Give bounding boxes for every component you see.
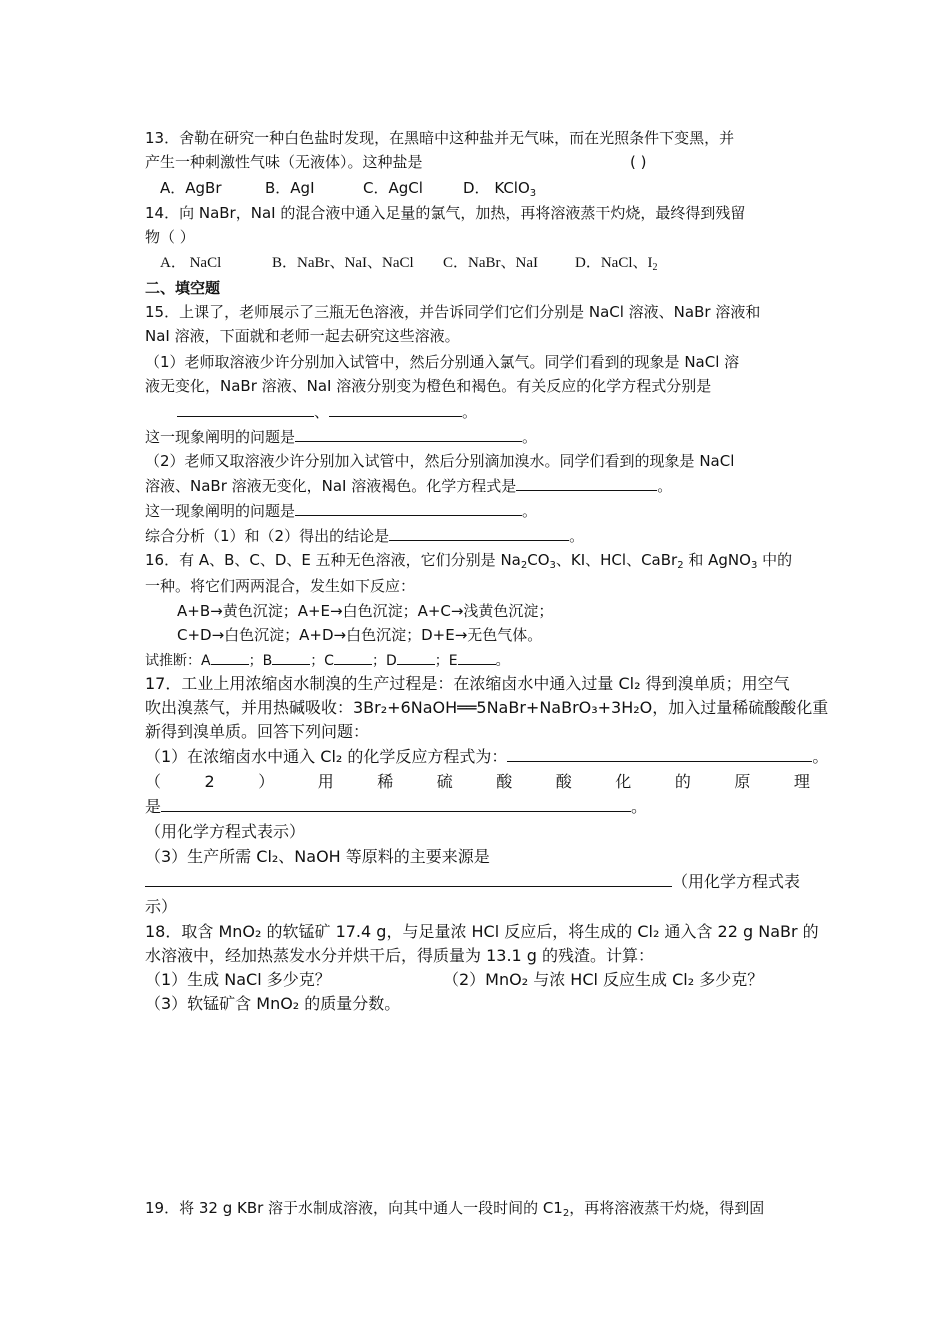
answer-blank[interactable] bbox=[389, 526, 569, 541]
q17-part3-note: 示） bbox=[145, 897, 178, 916]
q14-option-b: B．NaBr、NaI、NaCl bbox=[272, 255, 414, 271]
answer-blank[interactable] bbox=[272, 650, 310, 665]
q15-part1-blanks: 、 。 bbox=[177, 402, 477, 422]
q13-option-d: D． KClO$_3$ bbox=[463, 179, 537, 199]
q17-part3-answer: （用化学方程式表 bbox=[145, 872, 800, 892]
q15-part2-line1: （2）老师又取溶液少许分别加入试管中，然后分别滴加溴水。同学们看到的现象是 NaCl bbox=[145, 452, 735, 470]
answer-blank[interactable] bbox=[295, 501, 522, 516]
q17-part2-line2: 是 。 bbox=[145, 797, 648, 816]
answer-blank[interactable] bbox=[397, 650, 435, 665]
answer-blank[interactable] bbox=[161, 797, 631, 812]
q18-part1: （1）生成 NaCl 多少克？ bbox=[145, 970, 331, 989]
q16-line1: 16．有 A、B、C、D、E 五种无色溶液，它们分别是 $Na_2CO_3$、KI、HCl、CaBr$_2$ 和 AgNO$_3$ 中的 bbox=[145, 551, 793, 571]
q15-conclusion: 综合分析（1）和（2）得出的结论是 。 bbox=[145, 527, 585, 545]
q13-stem: 产生一种刺激性气味（无液体）。这种盐是 bbox=[145, 153, 423, 171]
q19-line1: 19．将 32 g KBr 溶于水制成溶液，向其中通人一段时间的 $C1_2$，再将溶液蒸干灼烧，得到固 bbox=[145, 1199, 765, 1219]
answer-blank[interactable] bbox=[145, 872, 672, 887]
q16-reactions-1: A+B→黄色沉淀；A+E→白色沉淀；A+C→浅黄色沉淀； bbox=[177, 602, 554, 620]
q13-option-a: A．AgBr bbox=[160, 179, 222, 197]
q18-line2: 水溶液中，经加热蒸发水分并烘干后，得质量为 13.1 g 的残渣。计算： bbox=[145, 946, 655, 965]
q15-part1-line1: （1）老师取溶液少许分别加入试管中，然后分别通入氯气。同学们看到的现象是 NaCl 溶 bbox=[145, 353, 740, 371]
q15-line2: NaI 溶液，下面就和老师一起去研究这些溶液。 bbox=[145, 327, 460, 345]
q15-part2-line2: 溶液、NaBr 溶液无变化，NaI 溶液褐色。化学方程式是 。 bbox=[145, 477, 673, 495]
answer-blank[interactable] bbox=[516, 476, 657, 491]
q14-options bbox=[160, 253, 658, 273]
answer-blank[interactable] bbox=[458, 650, 496, 665]
q14-line2: 物（ ） bbox=[145, 228, 195, 246]
q13-option-b: B．AgI bbox=[265, 179, 315, 197]
q16-reactions-2: C+D→白色沉淀；A+D→白色沉淀；D+E→无色气体。 bbox=[177, 626, 543, 644]
q13-line1: 13．舍勒在研究一种白色盐时发现，在黑暗中这种盐并无气味，而在光照条件下变黑，并 bbox=[145, 129, 735, 147]
section-title-fill-blank: 二、填空题 bbox=[145, 279, 221, 297]
q17-part3: （3）生产所需 Cl₂、NaOH 等原料的主要来源是 bbox=[145, 847, 490, 866]
q17-part2-line1: （ 2 ） 用 稀 硫 酸 酸 化 的 原 理 bbox=[145, 772, 810, 791]
q17-line2: 吹出溴蒸气，并用热碱吸收：3Br₂+6NaOH══5NaBr+NaBrO₃+3H₂O，加入过量稀硫酸酸化重 bbox=[145, 698, 829, 717]
q18-line1: 18．取含 MnO₂ 的软锰矿 17.4 g，与足量浓 HCl 反应后，将生成的 Cl₂ 通入含 22 g NaBr 的 bbox=[145, 922, 819, 941]
q13-option-c: C．AgCl bbox=[363, 179, 423, 197]
q14-option-a: A． NaCl bbox=[160, 255, 222, 271]
q18-part3: （3）软锰矿含 MnO₂ 的质量分数。 bbox=[145, 994, 401, 1013]
answer-blank[interactable] bbox=[329, 402, 462, 417]
answer-blank[interactable] bbox=[211, 650, 249, 665]
q17-part2-note: （用化学方程式表示） bbox=[145, 822, 306, 841]
answer-blank[interactable] bbox=[177, 402, 314, 417]
q17-line3: 新得到溴单质。回答下列问题： bbox=[145, 722, 370, 741]
q15-line1: 15．上课了，老师展示了三瓶无色溶液，并告诉同学们它们分别是 NaCl 溶液、NaBr 溶液和 bbox=[145, 303, 761, 321]
q16-line2: 一种。将它们两两混合，发生如下反应： bbox=[145, 577, 416, 595]
answer-blank[interactable] bbox=[295, 427, 522, 442]
q16-infer: 试推断：A ；B ；C ；D ；E 。 bbox=[145, 650, 510, 671]
q14-option-d: D．NaCl、$I_2$ bbox=[575, 255, 658, 273]
answer-blank[interactable] bbox=[334, 650, 372, 665]
q18-parts bbox=[145, 970, 764, 990]
q15-part1-reason: 这一现象阐明的问题是 。 bbox=[145, 428, 538, 446]
q13-line2 bbox=[145, 152, 647, 172]
q18-part2: （2）MnO₂ 与浓 HCl 反应生成 Cl₂ 多少克？ bbox=[443, 970, 764, 989]
answer-blank[interactable] bbox=[507, 747, 812, 762]
q14-line1: 14．向 NaBr，NaI 的混合液中通入足量的氯气，加热，再将溶液蒸干灼烧，最终得到残留 bbox=[145, 204, 746, 222]
q17-line1: 17．工业上用浓缩卤水制溴的生产过程是：在浓缩卤水中通入过量 Cl₂ 得到溴单质；用空气 bbox=[145, 674, 790, 693]
q17-part1: （1）在浓缩卤水中通入 Cl₂ 的化学反应方程式为： 。 bbox=[145, 747, 829, 766]
q15-part2-reason: 这一现象阐明的问题是 。 bbox=[145, 502, 538, 520]
q15-part1-line2: 液无变化，NaBr 溶液、NaI 溶液分别变为橙色和褐色。有关反应的化学方程式分别是 bbox=[145, 377, 712, 395]
q14-option-c: C．NaBr、NaI bbox=[443, 255, 538, 271]
q13-answer-bracket: ( ) bbox=[630, 153, 647, 171]
q13-options bbox=[160, 178, 537, 199]
